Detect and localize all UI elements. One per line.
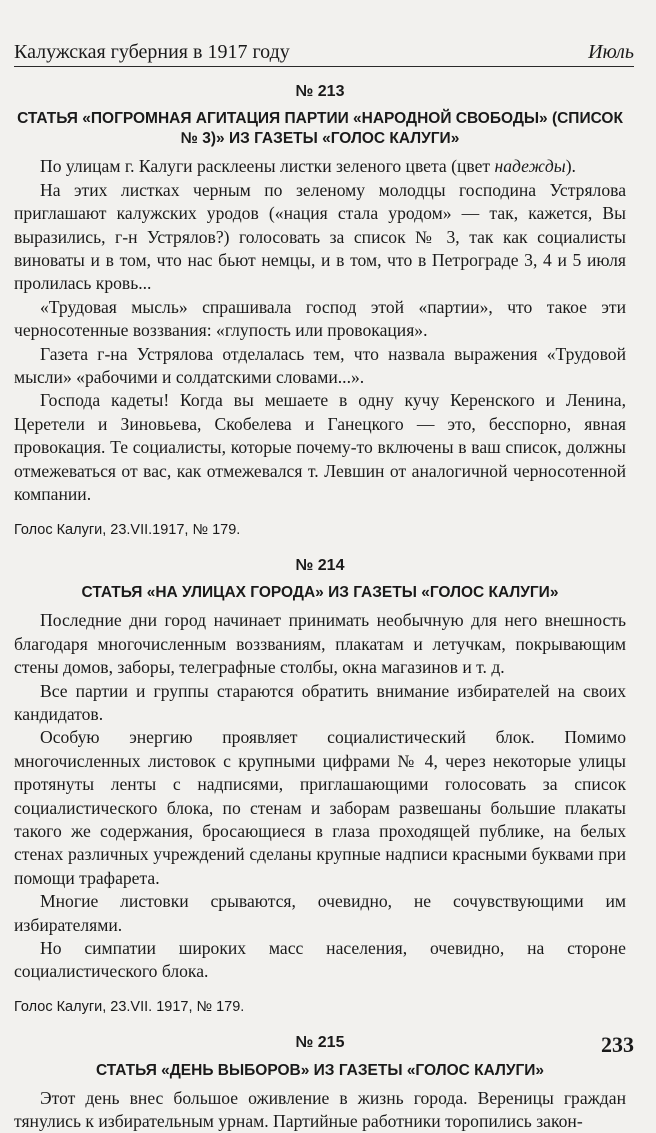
paragraph: Этот день внес большое оживление в жизнь города. Вереницы граждан тянулись к избирательным урнам. Партийные работники торопились закон- xyxy=(14,1087,626,1132)
paragraph: Многие листовки срываются, очевидно, не сочувствующими им избирателями. xyxy=(14,891,626,935)
document-number: № 213 xyxy=(295,83,345,100)
document-214 xyxy=(14,554,626,1019)
document-number: № 215 xyxy=(295,1034,345,1052)
page-content xyxy=(14,80,626,1133)
paragraph: На этих листках черным по зеленому молодцы господина Устрялова приглашают калужских уродов («нация стала уродом» — так, кажется, Вы выразились, г-н Устрялов?) голосовать за список № 3, так как социалисты виноваты и в том, что нас бьют немцы, и в том, что в Петрограде 3, 4 и 5 июля пролилась кровь... xyxy=(14,179,626,294)
paragraph: Все партии и группы стараются обратить внимание избирателей на своих кандидатов. xyxy=(14,680,626,724)
source-citation: Голос Калуги, 23.VII.1917, № 179. xyxy=(14,521,241,538)
paragraph: Последние дни город начинает принимать необычную для него внешность благодаря многочисленным воззваниям, плакатам и летучкам, покрывающим стены домов, заборы, телеграфные столбы, окна магазинов и т. д. xyxy=(14,610,626,678)
paragraph: По улицам г. Калуги расклеены листки зеленого цвета (цвет надежды). xyxy=(40,156,576,177)
document-213 xyxy=(14,80,626,542)
document-title: СТАТЬЯ «ДЕНЬ ВЫБОРОВ» ИЗ ГАЗЕТЫ «ГОЛОС КАЛУГИ» xyxy=(95,1061,545,1079)
document-215 xyxy=(14,1031,626,1133)
source-citation: Голос Калуги, 23.VII. 1917, № 179. xyxy=(14,998,245,1015)
document-number: № 214 xyxy=(295,556,345,574)
paragraph: Господа кадеты! Когда вы мешаете в одну кучу Керенского и Ленина, Церетели и Зиновьева, Скобелева и Ганецкого — это, бесспорно, явная провокация. Те социалисты, которые почему-то включены в ваш список, должны отмежеваться от вас, как отмежевался т. Левшин от аналогичной черносотенной компании. xyxy=(14,390,626,505)
page-number: 233 xyxy=(601,1032,634,1057)
running-header xyxy=(14,38,634,67)
paragraph: Но симпатии широких масс населения, очевидно, на стороне социалистического блока. xyxy=(14,938,626,982)
paragraph: Газета г-на Устрялова отделалась тем, что назвала выражения «Трудовой мысли» «рабочими и солдатскими словами...». xyxy=(14,343,626,388)
paragraph: Особую энергию проявляет социалистический блок. Помимо многочисленных листовок с крупными цифрами № 4, через некоторые улицы протянуты ленты с надписями, приглашающими голосовать за список социалистического блока, по стенам и заборам развешаны большие плакаты такого же содержания, бросающиеся в глаза проходящей публике, на белых стенах различных учреждений сделаны крупные надписи красными буквами при помощи трафарета. xyxy=(14,727,626,888)
header-section: Июль xyxy=(588,41,634,63)
header-title: Калужская губерния в 1917 году xyxy=(14,41,290,63)
document-title: СТАТЬЯ «ПОГРОМНАЯ АГИТАЦИЯ ПАРТИИ «НАРОДНОЙ СВОБОДЫ» (СПИСОК № 3)» ИЗ ГАЗЕТЫ «ГОЛОС КАЛУГИ» xyxy=(17,110,623,148)
paragraph: «Трудовая мысль» спрашивала господ этой «партии», что такое эти черносотенные воззвания: «глупость или провокация». xyxy=(14,296,626,341)
document-title: СТАТЬЯ «НА УЛИЦАХ ГОРОДА» ИЗ ГАЗЕТЫ «ГОЛОС КАЛУГИ» xyxy=(81,584,559,602)
